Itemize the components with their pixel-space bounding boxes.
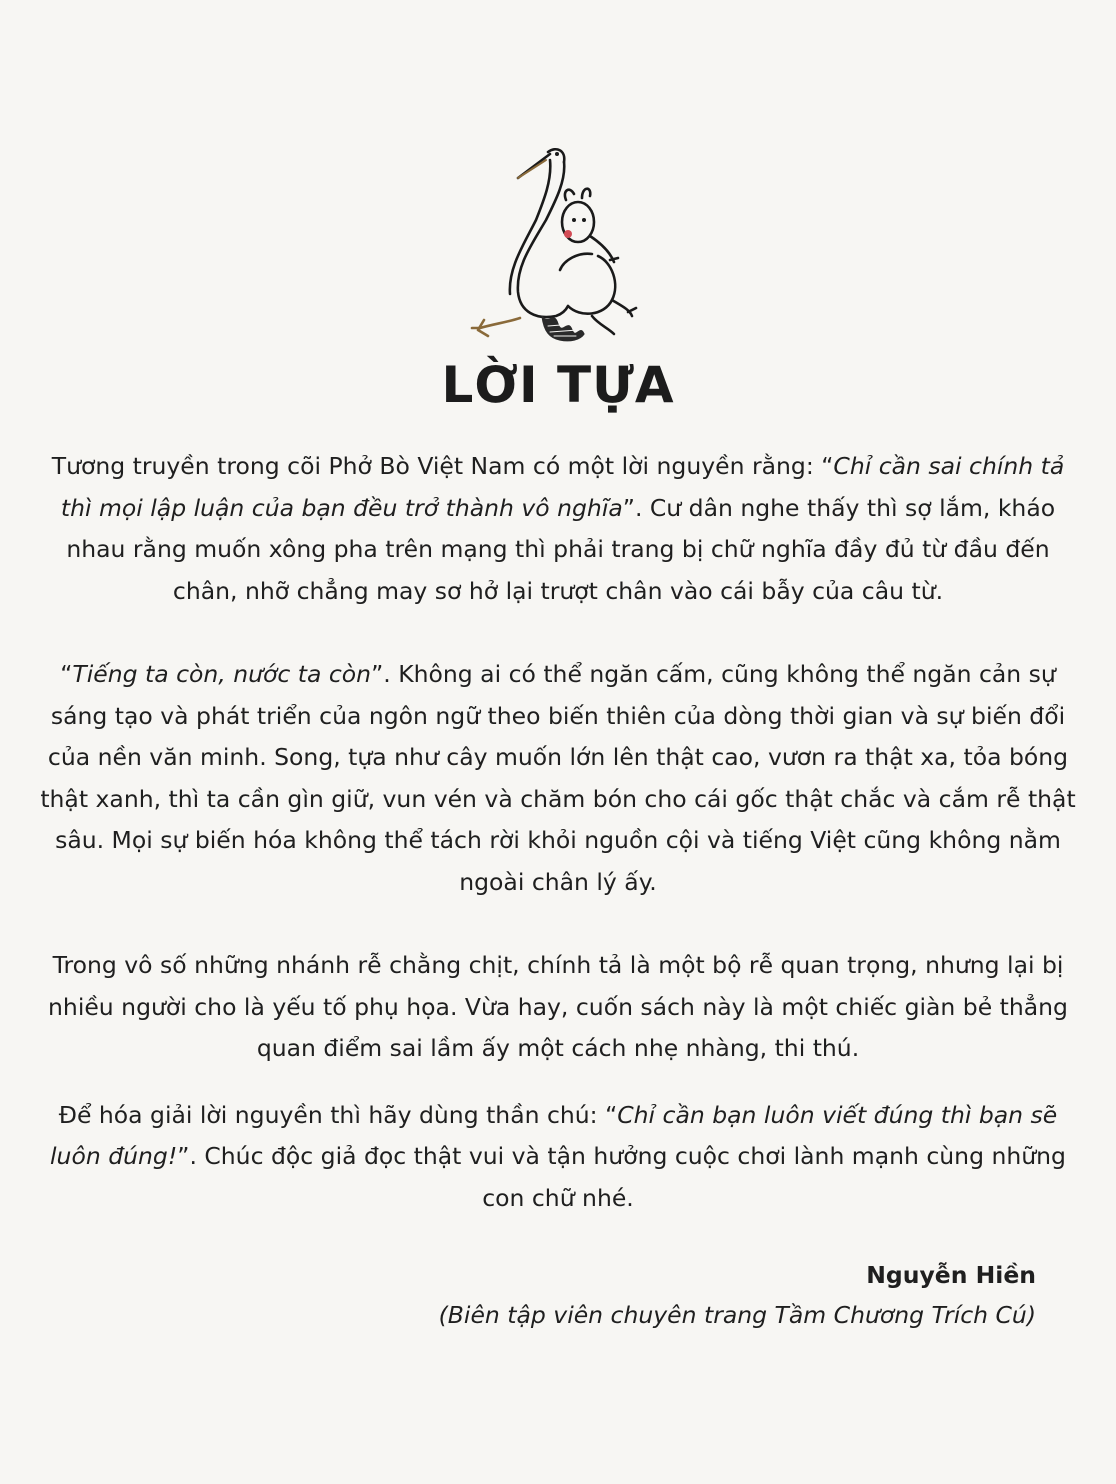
- quote-close-mark: ”: [622, 493, 635, 522]
- author-role: (Biên tập viên chuyên trang Tầm Chương Trích Cú): [438, 1301, 1036, 1329]
- paragraph-1-tail: . Cư dân nghe thấy thì sợ lắm, kháo nhau rằng muốn xông pha trên mạng thì phải trang bị chữ nghĩa đầy đủ từ đầu đến chân, nhỡ chẳng may sơ hở lại trượt chân vào cái bẫy của câu từ.: [66, 493, 1056, 605]
- paragraph-1-lead: Tương truyền trong cõi Phở Bò Việt Nam có một lời nguyền rằng:: [51, 452, 822, 480]
- preface-body: [40, 446, 1076, 1261]
- paragraph-4-lead: Để hóa giải lời nguyền thì hãy dùng thần chú:: [58, 1100, 606, 1129]
- paragraph-1-quote: Chỉ cần sai chính tả thì mọi lập luận của bạn đều trở thành vô nghĩa: [60, 452, 1065, 522]
- quote-close-mark: ”: [177, 1142, 190, 1170]
- quote-open-mark: “: [605, 1100, 618, 1129]
- paragraph-4-tail: . Chúc độc giả đọc thật vui và tận hưởng cuộc chơi lành mạnh cùng những con chữ nhé.: [189, 1142, 1066, 1212]
- paragraph-2: [40, 654, 1076, 903]
- signature-block: [439, 1255, 1036, 1335]
- author-name: Nguyễn Hiền: [866, 1261, 1036, 1289]
- quote-open-mark: “: [60, 660, 73, 688]
- paragraph-2-tail: . Không ai có thể ngăn cấm, cũng không thể ngăn cản sự sáng tạo và phát triển của ngôn ngữ theo biến thiên của dòng thời gian và sự biến đổi của nền văn minh. Song, tựa như cây muốn lớn lên thật cao, vươn ra thật xa, tỏa bóng thật xanh, thì ta cần gìn giữ, vun vén và chăm bón cho cái gốc thật chắc và cắm rễ thật sâu. Mọi sự biến hóa không thể tách rời khỏi nguồn cội và tiếng Việt cũng không nằm ngoài chân lý ấy.: [40, 660, 1076, 896]
- paragraph-4-quote: Chỉ cần bạn luôn viết đúng thì bạn sẽ luôn đúng!: [50, 1100, 1058, 1170]
- quote-close-mark: ”: [371, 660, 384, 688]
- stork-and-chick-sketch-icon: [462, 140, 642, 355]
- paragraph-1: [40, 446, 1076, 612]
- quote-open-mark: “: [821, 452, 834, 480]
- paragraph-4: [40, 1095, 1076, 1220]
- page-title: LỜI TỰA: [441, 356, 675, 414]
- paragraph-3: Trong vô số những nhánh rễ chằng chịt, chính tả là một bộ rễ quan trọng, nhưng lại bị nhiều người cho là yếu tố phụ họa. Vừa hay, cuốn sách này là một chiếc giàn bẻ thẳng quan điểm sai lầm ấy một cách nhẹ nhàng, thi thú.: [48, 951, 1068, 1062]
- paragraph-2-quote: Tiếng ta còn, nước ta còn: [72, 660, 372, 688]
